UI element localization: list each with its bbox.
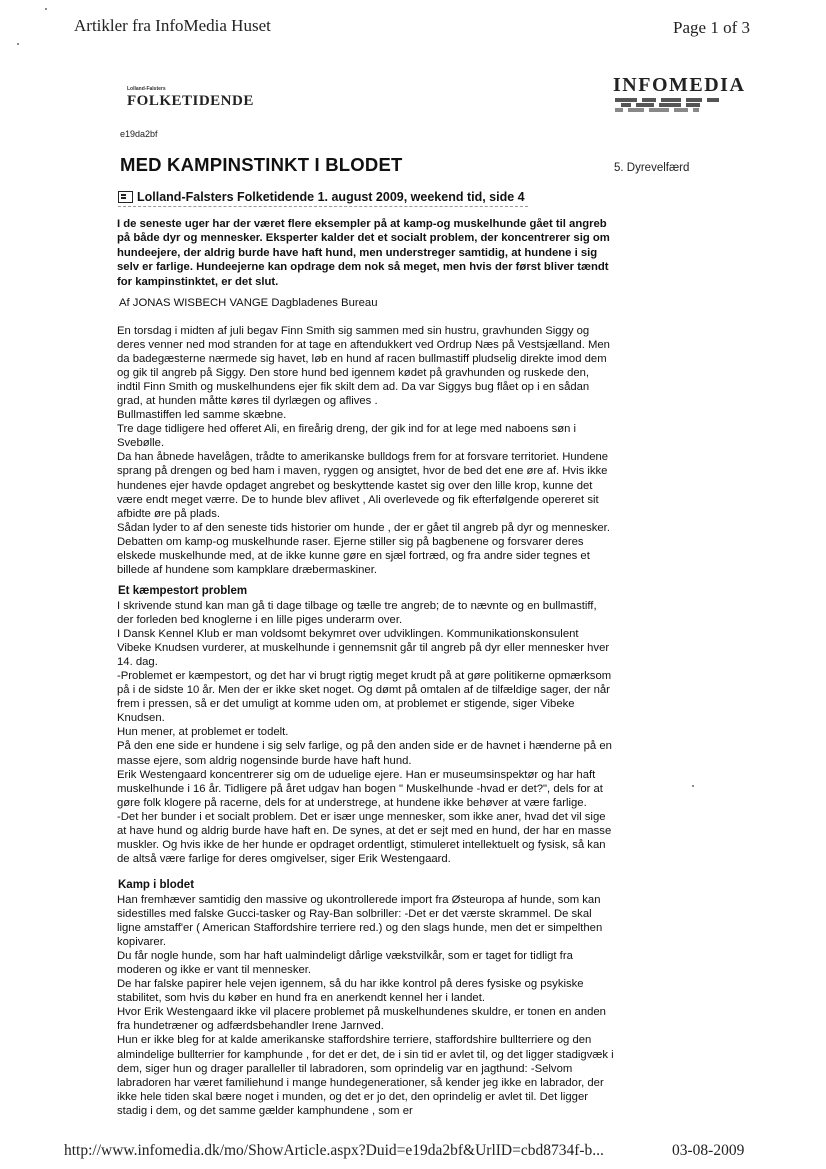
newspaper-small-name: Lolland-Falsters bbox=[127, 86, 166, 92]
section-heading: Et kæmpestort problem bbox=[118, 585, 248, 597]
page-indicator: Page 1 of 3 bbox=[673, 18, 750, 37]
infomedia-logo-pattern bbox=[615, 98, 745, 113]
source-underline bbox=[118, 206, 528, 207]
scan-speck bbox=[692, 785, 694, 787]
paragraph: I Dansk Kennel Klub er man voldsomt bekymret over udviklingen. Kommunikationskonsulent Vibeke Knudsen vurderer, at muskelhunde i gennemsnit går til angreb på dyr eller mennesker hver 14. dag. bbox=[117, 628, 610, 669]
scan-speck bbox=[45, 8, 47, 10]
article-headline: MED KAMPINSTINKT I BLODET bbox=[120, 154, 403, 175]
paragraph: -Det her bunder i et socialt problem. Det er især unge mennesker, som ikke aner, hvad det vil sige at have hund og aldrig burde have haft en. De synes, at det er sejt med en hund, der har en masse muskler. Og hvis ikke de her hunde er opdraget ordentligt, stimuleret intellektuelt og fysisk, så kan de altså være farlige for deres omgivelser, siger Erik Westengaard. bbox=[117, 810, 612, 865]
scan-speck bbox=[17, 43, 19, 45]
paragraph: Sådan lyder to af den seneste tids historier om hunde , der er gået til angreb på dyr og mennesker. bbox=[117, 521, 610, 534]
article-source bbox=[118, 190, 525, 204]
article-section-3 bbox=[117, 893, 615, 1118]
article-category: 5. Dyrevelfærd bbox=[614, 162, 690, 174]
paragraph: -Problemet er kæmpestort, og det har vi brugt rigtig meget krudt på at gøre politikerne opmærksom på i de sidste 10 år. Men der er ikke sket noget. Og dømt på omtalen af de tilfældige sager, der når frem i pressen, så er det umuligt at komme uden om, at problemet er stigende, siger Vibeke Knudsen. bbox=[117, 670, 612, 725]
paragraph: Hvor Erik Westengaard ikke vil placere problemet på muskelhundenes skuldre, er tonen en anden fra hundetræner og adfærdsbehandler Irene Jarnved. bbox=[117, 1006, 606, 1033]
paragraph: De har falske papirer hele vejen igennem, så du har ikke kontrol på deres fysiske og psykiske stabilitet, som hvis du køber en hund fra en anerkendt kennel her i landet. bbox=[117, 978, 584, 1005]
paragraph: På den ene side er hundene i sig selv farlige, og på den anden side er de havnet i hænderne på en masse ejere, som aldrig nogensinde burde have haft hund. bbox=[117, 740, 612, 767]
paragraph: I skrivende stund kan man gå ti dage tilbage og tælle tre angreb; de to nævnte og en bullmastiff, der forleden bed knoglerne i en lille piges underarm over. bbox=[117, 600, 597, 627]
document-id: e19da2bf bbox=[120, 129, 158, 139]
article-lead: I de seneste uger har der været flere eksempler på at kamp-og muskelhunde gået til angreb på både dyr og mennesker. Eksperter kalder det et socialt problem, der koncentrerer sig om hundeejere, der aldrig burde have haft hund, men understreger samtidig, at hundene i sig selv er farlige. Hundeejerne kan opdrage dem nok så meget, men hvis der først bliver tændt for kampinstinktet, er det slut. bbox=[117, 218, 610, 288]
infomedia-logo: INFOMEDIA bbox=[613, 74, 746, 96]
section-heading: Kamp i blodet bbox=[118, 879, 195, 891]
newspaper-icon bbox=[118, 191, 133, 203]
paragraph: Hun mener, at problemet er todelt. bbox=[117, 726, 289, 739]
article-section-2 bbox=[117, 599, 615, 866]
paragraph: Debatten om kamp-og muskelhunde raser. Ejerne stiller sig på bagbenene og forsvarer deres elskede muskelhunde med, at de ikke kunne gøre en sjæl fortræd, og fra andre sider tegnes et billede af hundene som kampklare dræbermaskiner. bbox=[117, 535, 590, 576]
article-byline: Af JONAS WISBECH VANGE Dagbladenes Bureau bbox=[119, 297, 378, 309]
footer-date: 03-08-2009 bbox=[672, 1142, 745, 1159]
paragraph: Erik Westengaard koncentrerer sig om de uduelige ejere. Han er museumsinspektør og har haft muskelhunde i 16 år. Tidligere på året udgav han bogen " Muskelhunde -hvad er det?", dels for at gøre folk klogere på racerne, dels for at understrege, at hundene ikke behøver at være farlige. bbox=[117, 768, 603, 809]
paragraph: En torsdag i midten af juli begav Finn Smith sig sammen med sin hustru, gravhunden Siggy og deres venner ned mod stranden for at tage en aftendukkert ved Ordrup Næs på Vestsjælland. Men da badegæsterne nærmede sig havet, løb en hund af racen bullmastiff pludselig direkte imod dem og gik til angreb på Siggy. Den store hund bed igennem kødet på gravhunden og ruskede den, indtil Finn Smith og muskelhundens ejer fik skilt dem ad. Da var Siggys bug flået op i en sådan grad, at hunden måtte køres til dyrlægen og aflives . bbox=[117, 325, 610, 408]
paragraph: Han fremhæver samtidig den massive og ukontrollerede import fra Østeuropa af hunde, som kan sidestilles med falske Gucci-tasker og Ray-Ban solbriller: -Det er det værste skrammel. De skal ligne amstaff'er ( American Staffordshire terriere red.) og den slags hunde, men det er simpelthen kopivarer. bbox=[117, 894, 603, 949]
source-line: Lolland-Falsters Folketidende 1. august 2009, weekend tid, side 4 bbox=[137, 190, 525, 204]
newspaper-logo: FOLKETIDENDE bbox=[127, 93, 254, 109]
article-section-1 bbox=[117, 324, 615, 577]
paragraph: Tre dage tidligere hed offeret Ali, en fireårig dreng, der gik ind for at lege med naboens søn i Svebølle. bbox=[117, 423, 577, 450]
paragraph: Du får nogle hunde, som har haft ualmindeligt dårlige vækstvilkår, som er taget for tidligt fra moderen og ikke er vant til mennesker. bbox=[117, 950, 573, 977]
paragraph: Hun er ikke bleg for at kalde amerikanske staffordshire terriere, staffordshire bullterriere og den almindelige bullterrier for kamphunde , for det er det, de i sin tid er avlet til, og det ligger stadigvæk i dem, siger hun og drager paralleller til labradoren, som oprindelig var en jagthund: -Selvom labradoren har været familiehund i mange hundegenerationer, så kender jeg ikke en labrador, der ikke hele tiden skal bære noget i munden, og det er jo det, den oprindelig er avlet til. Det ligger stadig i dem, og det samme gælder kamphundene , som er bbox=[117, 1034, 614, 1117]
paragraph: Da han åbnede havelågen, trådte to amerikanske bulldogs frem for at forsvare territoriet. Hundene sprang på drengen og bed ham i maven, ryggen og ansigtet, hvor de bed det ene øre af. Hvis ikke hundenes ejer havde opdaget angrebet og beskyttende kastet sig over den lille krop, kunne det være endt meget værre. De to hunde blev aflivet , Ali overlevede og fik efterfølgende opereret sit afbidte øre på plads. bbox=[117, 451, 609, 520]
footer-url: http://www.infomedia.dk/mo/ShowArticle.aspx?Duid=e19da2bf&UrlID=cbd8734f-b... bbox=[64, 1142, 604, 1159]
paragraph: Bullmastiffen led samme skæbne. bbox=[117, 409, 287, 422]
print-header-title: Artikler fra InfoMedia Huset bbox=[74, 16, 271, 35]
